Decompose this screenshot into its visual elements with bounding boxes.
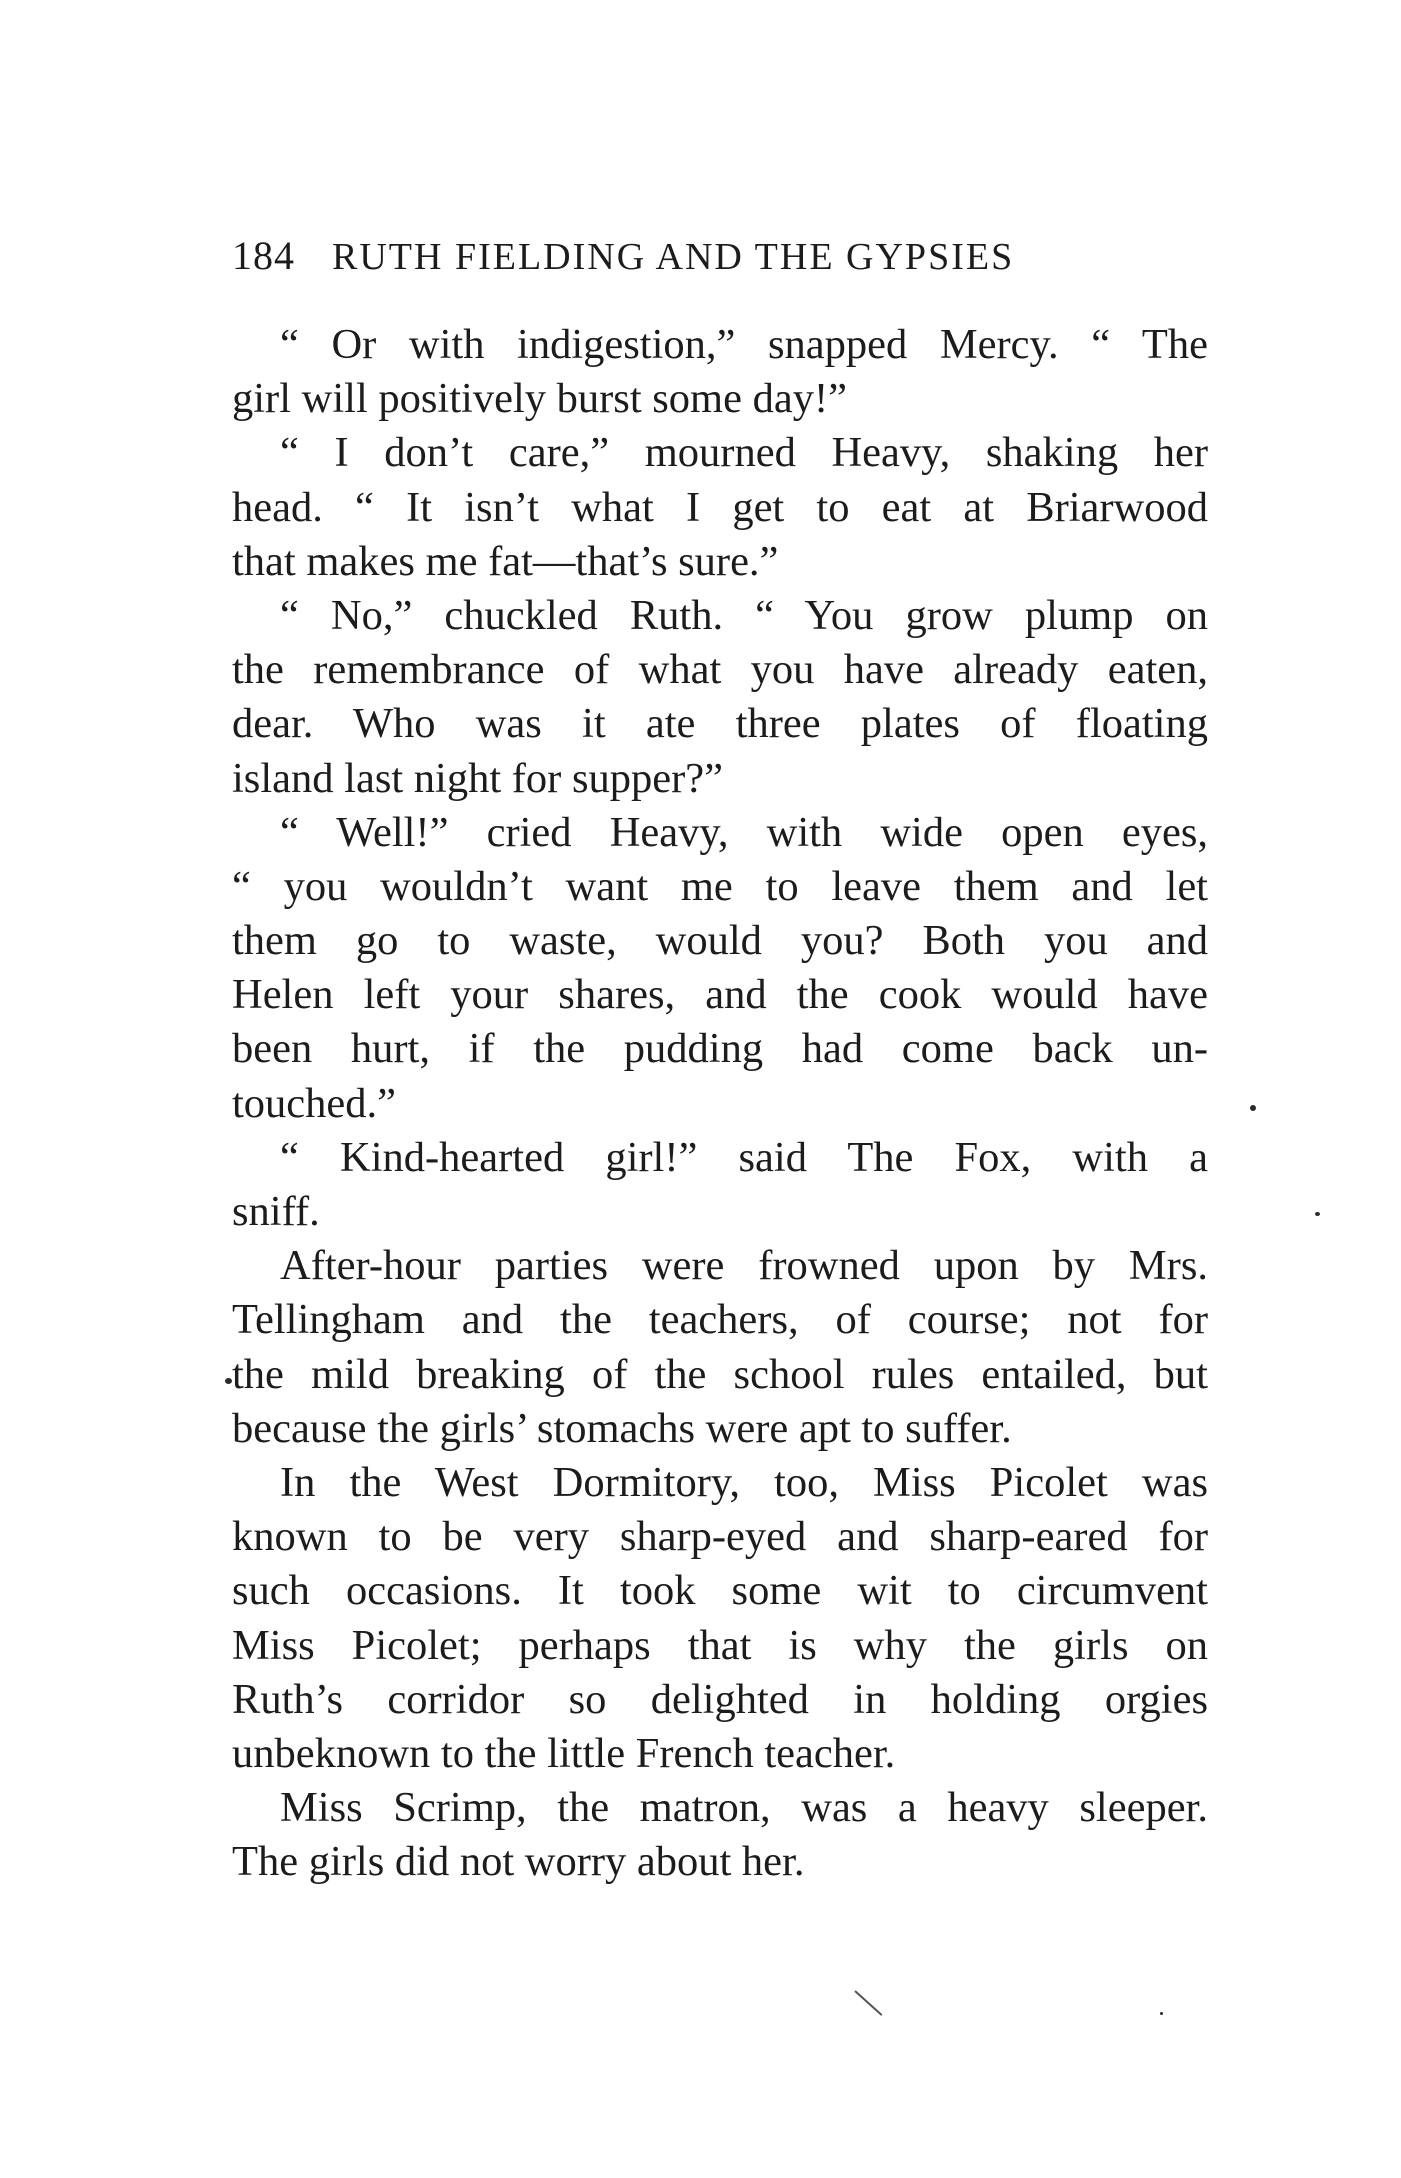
text-line: Miss Scrimp, the matron, was a heavy sleeper.: [280, 1784, 1208, 1832]
text-line: unbeknown to the little French teacher.: [232, 1729, 896, 1777]
text-line: “ I don’t care,” mourned Heavy, shaking her: [280, 429, 1208, 477]
text-line: sniff.: [232, 1188, 320, 1235]
text-line: “ No,” chuckled Ruth. “ You grow plump on: [280, 591, 1208, 639]
text-line: The girls did not worry about her.: [232, 1838, 805, 1886]
scan-speck: [1250, 1105, 1256, 1111]
text-line: “ you wouldn’t want me to leave them and let: [232, 862, 1208, 910]
page-number: 184: [232, 233, 295, 278]
text-line: Ruth’s corridor so delighted in holding orgies: [232, 1675, 1208, 1723]
text-line: touched.”: [232, 1079, 397, 1127]
scan-speck: [225, 1378, 232, 1384]
scan-scratch: [854, 1990, 882, 2016]
body-text: [232, 318, 1208, 1889]
text-line: dear. Who was it ate three plates of floating: [232, 700, 1208, 748]
text-line: island last night for supper?”: [232, 754, 723, 802]
text-line: because the girls’ stomachs were apt to suffer.: [232, 1404, 1012, 1452]
text-line: In the West Dormitory, too, Miss Picolet was: [280, 1458, 1208, 1506]
scan-speck: [1315, 1212, 1320, 1216]
scan-speck: [1160, 2012, 1163, 2015]
text-line: “ Kind-hearted girl!” said The Fox, with a: [280, 1133, 1208, 1181]
text-line: Helen left your shares, and the cook would have: [232, 971, 1208, 1019]
text-line: “ Or with indigestion,” snapped Mercy. “ The: [280, 321, 1208, 368]
text-line: “ Well!” cried Heavy, with wide open eyes,: [280, 808, 1208, 856]
text-line: Miss Picolet; perhaps that is why the girls on: [232, 1621, 1208, 1669]
text-line: After-hour parties were frowned upon by Mrs.: [280, 1242, 1208, 1290]
text-line: that makes me fat—that’s sure.”: [232, 537, 779, 585]
text-line: head. “ It isn’t what I get to eat at Briarwood: [232, 483, 1208, 531]
running-header: [232, 232, 1212, 292]
text-line: Tellingham and the teachers, of course; not for: [232, 1296, 1208, 1344]
text-line: the remembrance of what you have already eaten,: [232, 646, 1208, 694]
text-line: known to be very sharp-eyed and sharp-eared for: [232, 1513, 1208, 1561]
text-line: them go to waste, would you? Both you and: [232, 917, 1208, 965]
text-line: been hurt, if the pudding had come back un-: [232, 1025, 1208, 1073]
running-title: RUTH FIELDING AND THE GYPSIES: [332, 236, 1015, 278]
text-line: such occasions. It took some wit to circumvent: [232, 1567, 1208, 1615]
text-line: the mild breaking of the school rules entailed, but: [232, 1350, 1208, 1398]
text-line: girl will positively burst some day!”: [232, 375, 847, 423]
